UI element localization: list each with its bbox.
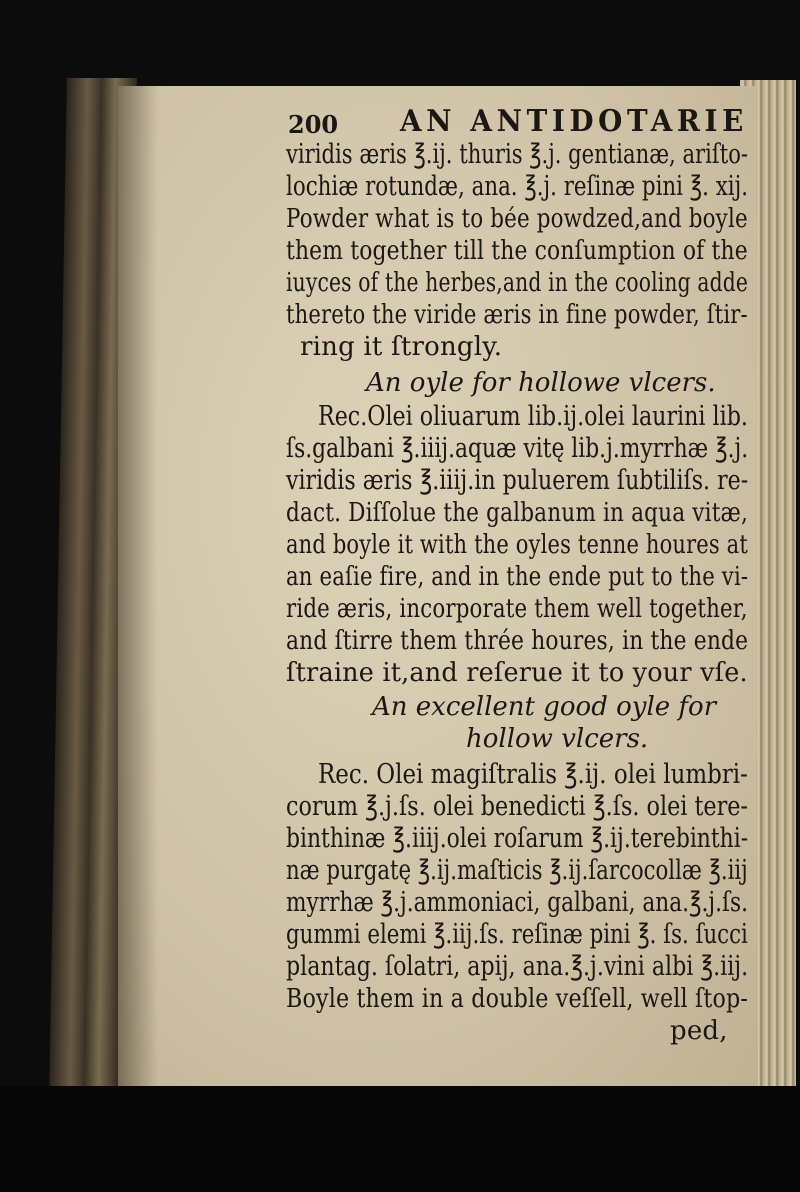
text-line: them together till the conſumption of the: [286, 236, 748, 266]
text-line: lochiæ rotundæ, ana. ℥.j. reſinæ pini ℥. xij.: [286, 171, 748, 202]
text-line: and ſtirre them thrée houres, in the ende: [286, 626, 749, 656]
text-line: Powder what is to bée powdzed,and boyle: [286, 204, 748, 234]
text-line: Rec. Olei magiſtralis ℥.ij. olei lumbri-: [318, 759, 748, 790]
text-line: viridis æris ℥.ij. thuris ℥.j. gentianæ, ariſto-: [286, 139, 749, 170]
text-line: viridis æris ℥.iiij.in puluerem ſubtiliſs. re-: [286, 465, 749, 496]
text-line: dact. Diſſolue the galbanum in aqua vitæ,: [286, 498, 749, 528]
section-heading: hollow vlcers.: [466, 724, 649, 754]
text-line: gummi elemi ℥.iij.ſs. reſinæ pini ℥. ſs. ſucci: [286, 919, 748, 950]
text-line: myrrhæ ℥.j.ammoniaci, galbani, ana.℥.j.ſs.: [286, 887, 749, 918]
text-line: ſtraine it,and reſerue it to your vſe.: [286, 658, 748, 688]
text-line: ſs.galbani ℥.iiij.aquæ vitę lib.j.myrrhæ ℥.j.: [286, 433, 749, 464]
text-line: binthinæ ℥.iiij.olei roſarum ℥.ij.terebinthi-: [286, 823, 749, 854]
text-line: næ purgatę ℥.ij.maſticis ℥.ij.ſarcocollæ ℥.iij: [286, 855, 748, 886]
section-heading: An excellent good oyle for: [372, 692, 717, 722]
text-line: and boyle it with the oyles tenne houres at: [286, 530, 748, 560]
text-line: plantag. ſolatri, apij, ana.℥.j.vini albi ℥.iij.: [286, 951, 749, 982]
text-line: ride æris, incorporate them well together,: [286, 594, 748, 624]
running-header: AN ANTIDOTARIE: [400, 104, 748, 139]
section-heading: An oyle for hollowe vlcers.: [366, 368, 716, 398]
gutter-shadow: [118, 86, 158, 1086]
text-line: iuyces of the herbes,and in the cooling adde: [286, 268, 749, 298]
catchword: ped,: [670, 1016, 728, 1046]
text-line: ring it ſtrongly.: [300, 332, 503, 362]
text-line: an eaſie fire, and in the ende put to the vi-: [286, 562, 749, 592]
text-line: corum ℥.j.ſs. olei benedicti ℥.ſs. olei tere-: [286, 791, 748, 822]
text-line: Rec.Olei oliuarum lib.ij.olei laurini lib.: [318, 401, 748, 432]
text-line: thereto the viride æris in fine powder, ſtir-: [286, 300, 748, 330]
bottom-margin-dark: [0, 1086, 800, 1192]
page-number: 200: [288, 110, 339, 139]
text-line: Boyle them in a double veſſell, well ſtop-: [286, 984, 749, 1014]
